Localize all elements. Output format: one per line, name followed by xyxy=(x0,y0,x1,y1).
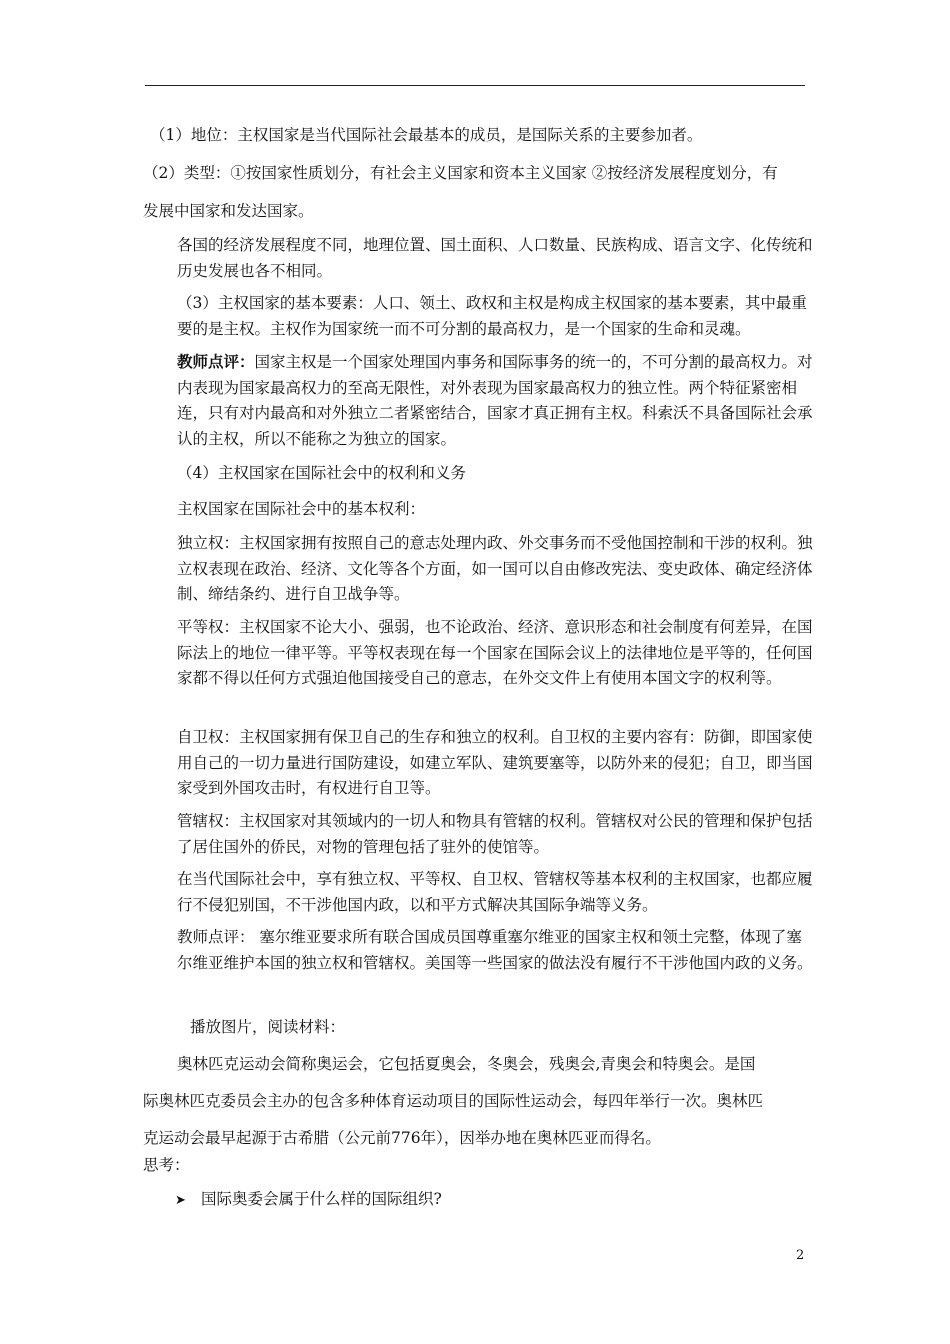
para-rights-duties-heading: （4）主权国家在国际社会中的权利和义务 xyxy=(177,464,466,482)
para-independence: 独立权：主权国家拥有按照自己的意志处理内政、外交事务而不受他国控制和干涉的权利。独立权表现在政治、经济、文化等各个方面，如一国可以自由修改宪法、变史政体、确定经济体制、缔结条约、进行自卫战争等。 xyxy=(177,534,813,603)
page-number: 2 xyxy=(796,1248,805,1263)
bullet-text: 国际奥委会属于什么样的国际组织? xyxy=(201,1190,442,1208)
para-basic-elements: （3）主权国家的基本要素：人口、领土、政权和主权是构成主权国家的基本要素，其中最重要的是主权。主权作为国家统一而不可分割的最高权力，是一个国家的生命和灵魂。 xyxy=(177,294,807,338)
para-basic-rights: 主权国家在国际社会中的基本权利： xyxy=(177,500,426,518)
para-olympics-line3: 克运动会最早起源于古希腊（公元前776年），因举办地在奥林匹亚而得名。 xyxy=(143,1129,661,1147)
para-teacher-comment-2: 教师点评： 塞尔维亚要求所有联合国成员国尊重塞尔维亚的国家主权和领土完整，体现了塞尔维亚维护本国的独立权和管辖权。美国等一些国家的做法没有履行不干涉他国内政的义务。 xyxy=(177,928,813,972)
teacher-comment-text: 国家主权是一个国家处理国内事务和国际事务的统一的，不可分割的最高权力。对内表现为国家最高权力的至高无限性，对外表现为国家最高权力的独立性。两个特征紧密相连，只有对内最高和对外独立二者紧密结合，国家才真正拥有主权。科索沃不具备国际社会承认的主权，所以不能称之为独立的国家。 xyxy=(177,353,813,448)
teacher-comment-label: 教师点评： xyxy=(177,352,255,371)
para-think: 思考： xyxy=(143,1156,190,1174)
arrow-bullet-icon: ➤ xyxy=(175,1193,186,1208)
para-olympics-line2: 际奥林匹克委员会主办的包含多种体育运动项目的国际性运动会，每四年举行一次。奥林匹 xyxy=(143,1092,764,1110)
bullet-item xyxy=(175,1187,442,1213)
para-teacher-comment-1 xyxy=(177,349,813,452)
para-play-pictures: 播放图片，阅读材料： xyxy=(190,1018,346,1036)
para-equality: 平等权：主权国家不论大小、强弱，也不论政治、经济、意识形态和社会制度有何差异，在国际法上的地位一律平等。平等权表现在每一个国家在国际会议上的法律地位是平等的，任何国家都不得以任何方式强迫他国接受自己的意志，在外交文件上有使用本国文字的权利等。 xyxy=(177,618,813,687)
para-differences: 各国的经济发展程度不同，地理位置、国土面积、人口数量、民族构成、语言文字、化传统和历史发展也各不相同。 xyxy=(177,236,813,280)
para-status: （1）地位：主权国家是当代国际社会最基本的成员，是国际关系的主要参加者。 xyxy=(150,126,703,144)
para-jurisdiction: 管辖权：主权国家对其领域内的一切人和物具有管辖的权利。管辖权对公民的管理和保护包括了居住国外的侨民，对物的管理包括了驻外的使馆等。 xyxy=(177,812,813,856)
para-self-defense: 自卫权：主权国家拥有保卫自己的生存和独立的权利。自卫权的主要内容有：防御，即国家使用自己的一切力量进行国防建设，如建立军队、建筑要塞等，以防外来的侵犯；自卫，即当国家受到外国攻击时，有权进行自卫等。 xyxy=(177,728,813,797)
para-types-line1: （2）类型：①按国家性质划分，有社会主义国家和资本主义国家 ②按经济发展程度划分，有 xyxy=(143,164,778,182)
header-rule xyxy=(145,85,805,86)
para-obligations: 在当代国际社会中，享有独立权、平等权、自卫权、管辖权等基本权利的主权国家，也都应履行不侵犯别国，不干涉他国内政，以和平方式解决其国际争端等义务。 xyxy=(177,870,813,914)
para-olympics-line1: 奥林匹克运动会简称奥运会，它包括夏奥会，冬奥会，残奥会,青奥会和特奥会。是国 xyxy=(177,1055,756,1073)
para-types-line2: 发展中国家和发达国家。 xyxy=(143,202,314,220)
